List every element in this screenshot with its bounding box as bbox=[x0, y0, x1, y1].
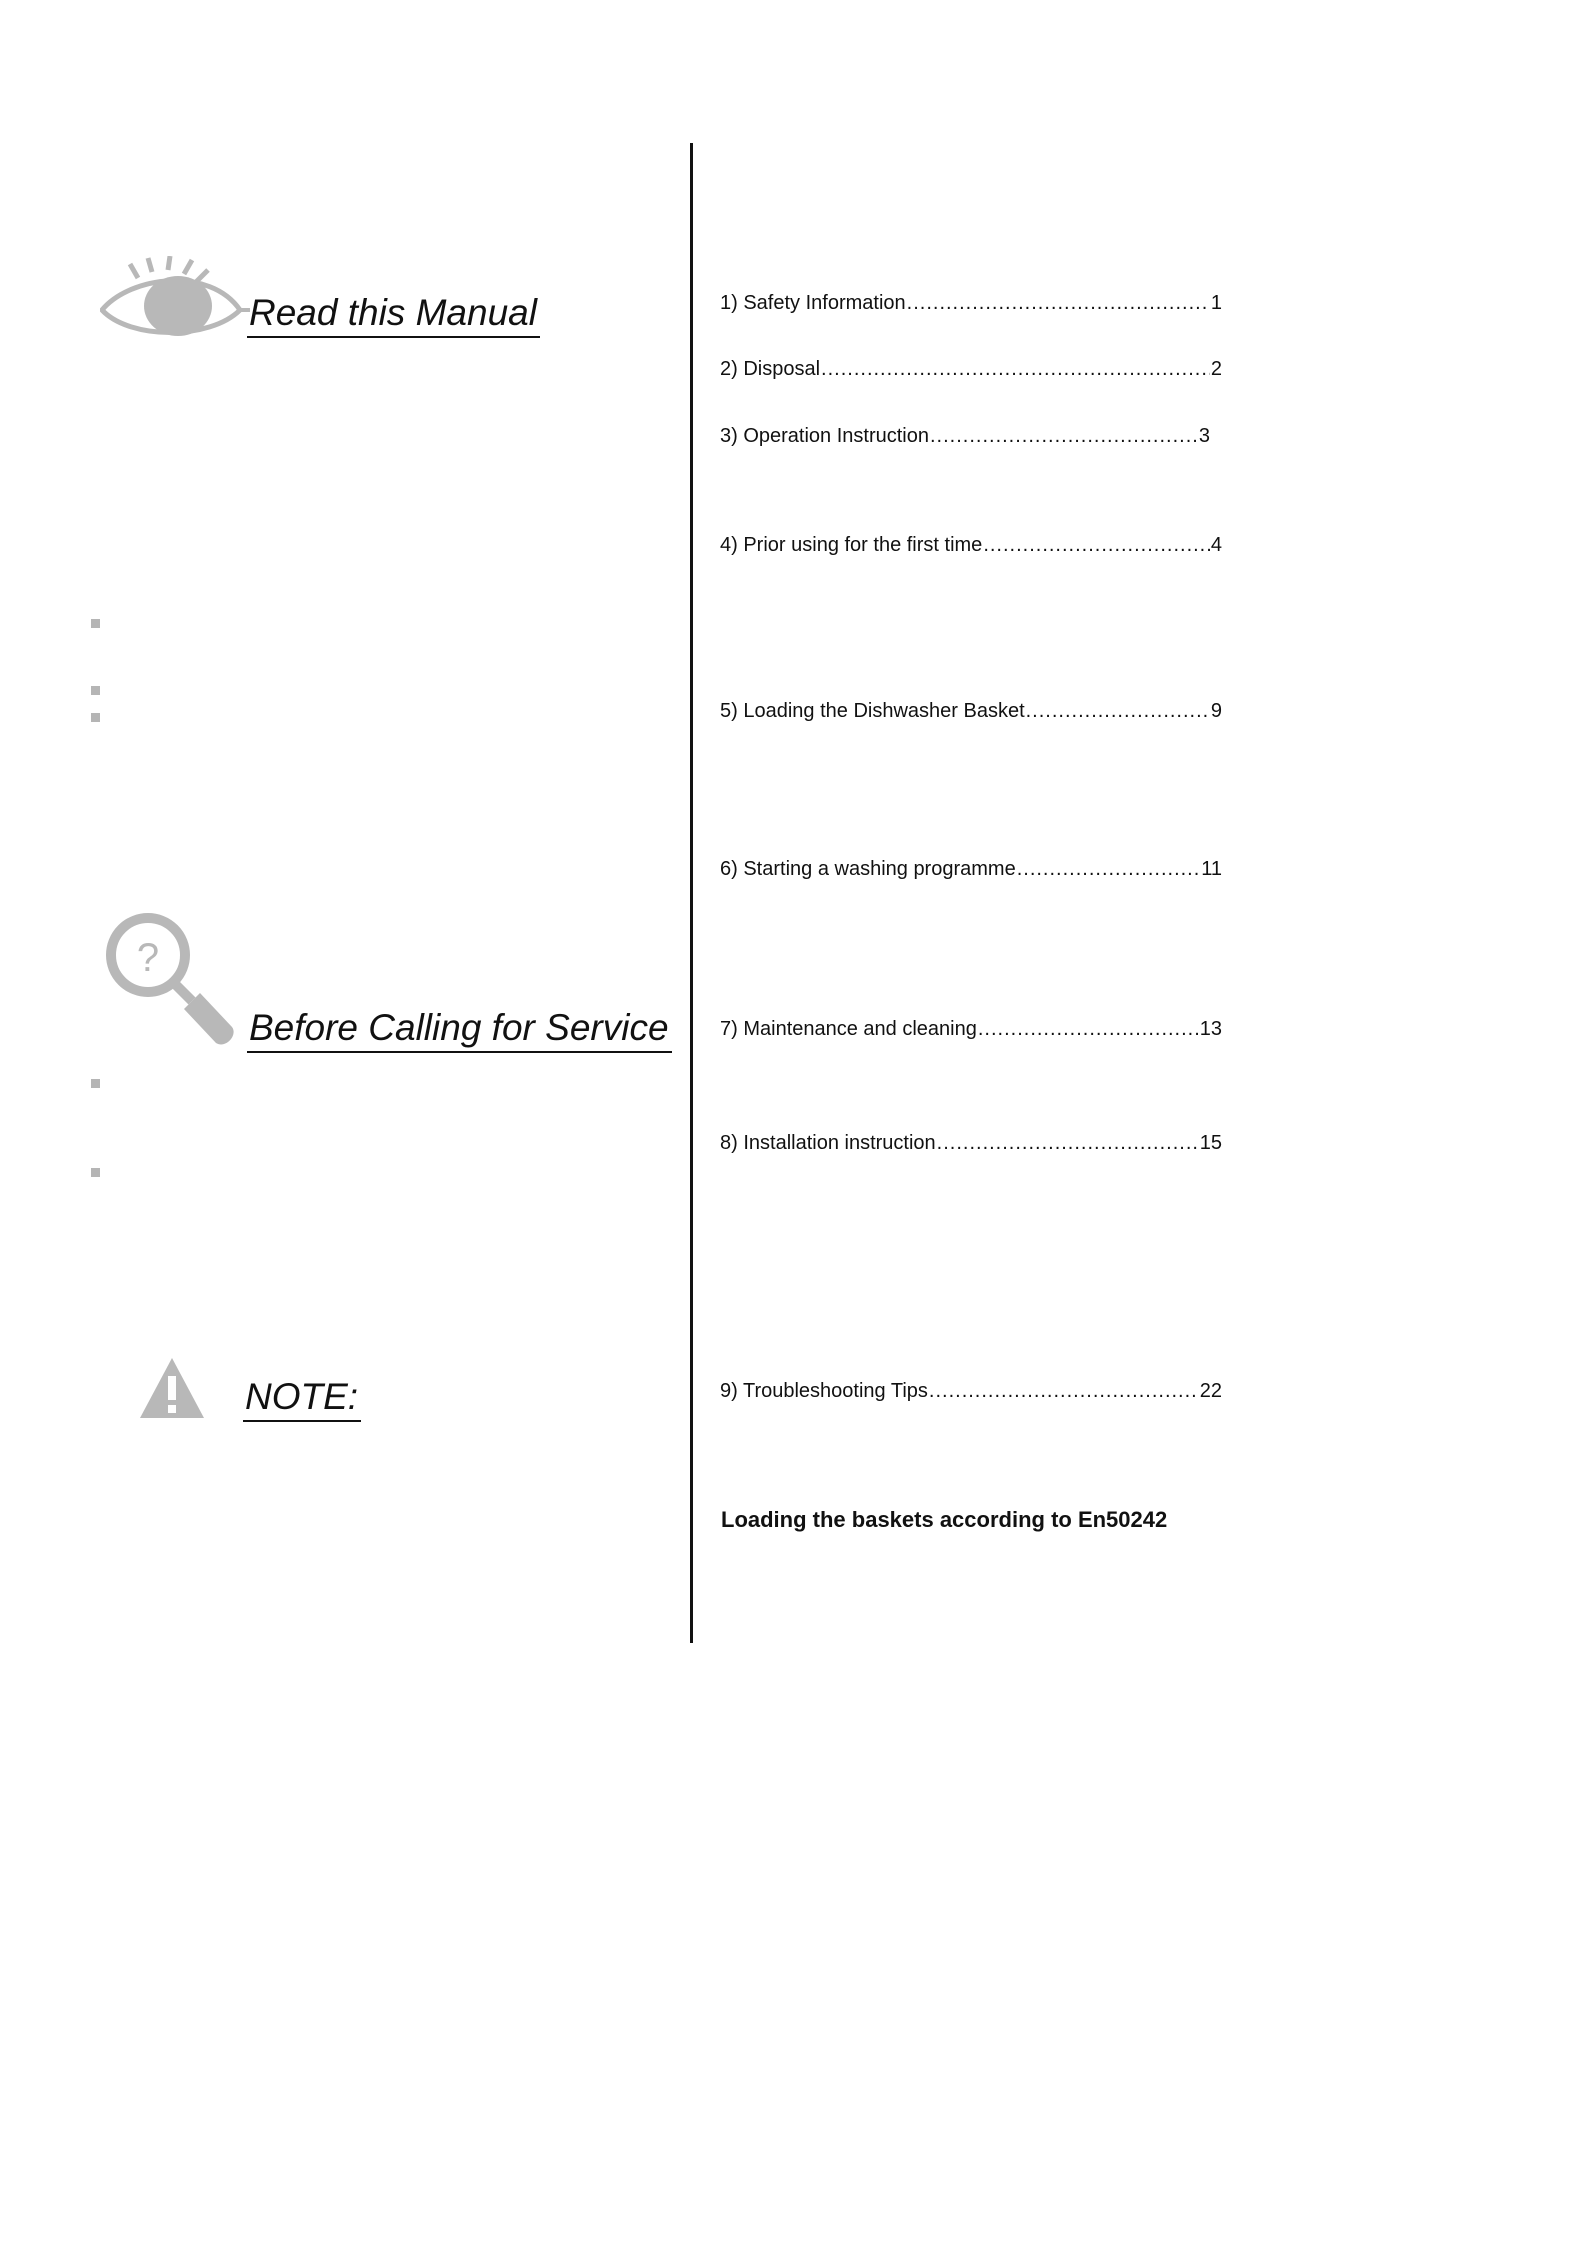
toc-page: 15 bbox=[1199, 1132, 1222, 1154]
toc-leader bbox=[821, 358, 1210, 381]
bullet-marker bbox=[91, 619, 100, 628]
toc-label: 8) Installation instruction bbox=[720, 1132, 936, 1154]
bullet-marker bbox=[91, 1079, 100, 1088]
bullet-marker bbox=[91, 1168, 100, 1177]
toc-entry-washing-programme[interactable] bbox=[720, 858, 1222, 881]
toc-entry-operation[interactable] bbox=[720, 425, 1210, 448]
toc-leader bbox=[937, 1132, 1199, 1155]
before-service-heading: Before Calling for Service bbox=[247, 1007, 672, 1053]
note-heading: NOTE: bbox=[243, 1376, 361, 1422]
warning-triangle-icon bbox=[138, 1356, 206, 1420]
toc-label: 9) Troubleshooting Tips bbox=[720, 1380, 928, 1402]
toc-entry-loading-basket[interactable] bbox=[720, 700, 1222, 723]
toc-entry-disposal[interactable] bbox=[720, 358, 1222, 381]
toc-leader bbox=[907, 292, 1210, 315]
toc-leader bbox=[978, 1018, 1199, 1041]
toc-label: 6) Starting a washing programme bbox=[720, 858, 1016, 880]
magnifier-question-icon bbox=[104, 913, 234, 1053]
toc-label: 7) Maintenance and cleaning bbox=[720, 1018, 977, 1040]
bullet-marker bbox=[91, 713, 100, 722]
toc-page: 9 bbox=[1210, 700, 1222, 722]
toc-page: 13 bbox=[1199, 1018, 1222, 1040]
toc-entry-first-time[interactable] bbox=[720, 534, 1222, 557]
toc-entry-installation[interactable] bbox=[720, 1132, 1222, 1155]
toc-label: 5) Loading the Dishwasher Basket bbox=[720, 700, 1025, 722]
toc-leader bbox=[930, 425, 1198, 448]
toc-page: 1 bbox=[1210, 292, 1222, 314]
toc-page: 22 bbox=[1199, 1380, 1222, 1402]
toc-entry-troubleshooting[interactable] bbox=[720, 1380, 1222, 1403]
toc-label: 2) Disposal bbox=[720, 358, 821, 380]
read-manual-heading: Read this Manual bbox=[247, 292, 540, 338]
toc-label: 4) Prior using for the first time bbox=[720, 534, 983, 556]
loading-baskets-note: Loading the baskets according to En50242 bbox=[721, 1507, 1168, 1532]
toc-page: 2 bbox=[1210, 358, 1222, 380]
toc-label: 3) Operation Instruction bbox=[720, 425, 929, 447]
eye-icon bbox=[100, 256, 250, 346]
toc-page: 4 bbox=[1210, 534, 1222, 556]
bullet-marker bbox=[91, 686, 100, 695]
toc-leader bbox=[983, 534, 1210, 557]
toc-leader bbox=[1026, 700, 1210, 723]
toc-page: 3 bbox=[1198, 425, 1210, 447]
toc-entry-safety[interactable] bbox=[720, 292, 1222, 315]
toc-entry-maintenance[interactable] bbox=[720, 1018, 1222, 1041]
toc-page: 11 bbox=[1201, 858, 1222, 880]
svg-text:?: ? bbox=[136, 936, 160, 980]
toc-leader bbox=[1017, 858, 1201, 881]
column-divider bbox=[690, 143, 693, 1643]
toc-label: 1) Safety Information bbox=[720, 292, 906, 314]
toc-leader bbox=[929, 1380, 1199, 1403]
